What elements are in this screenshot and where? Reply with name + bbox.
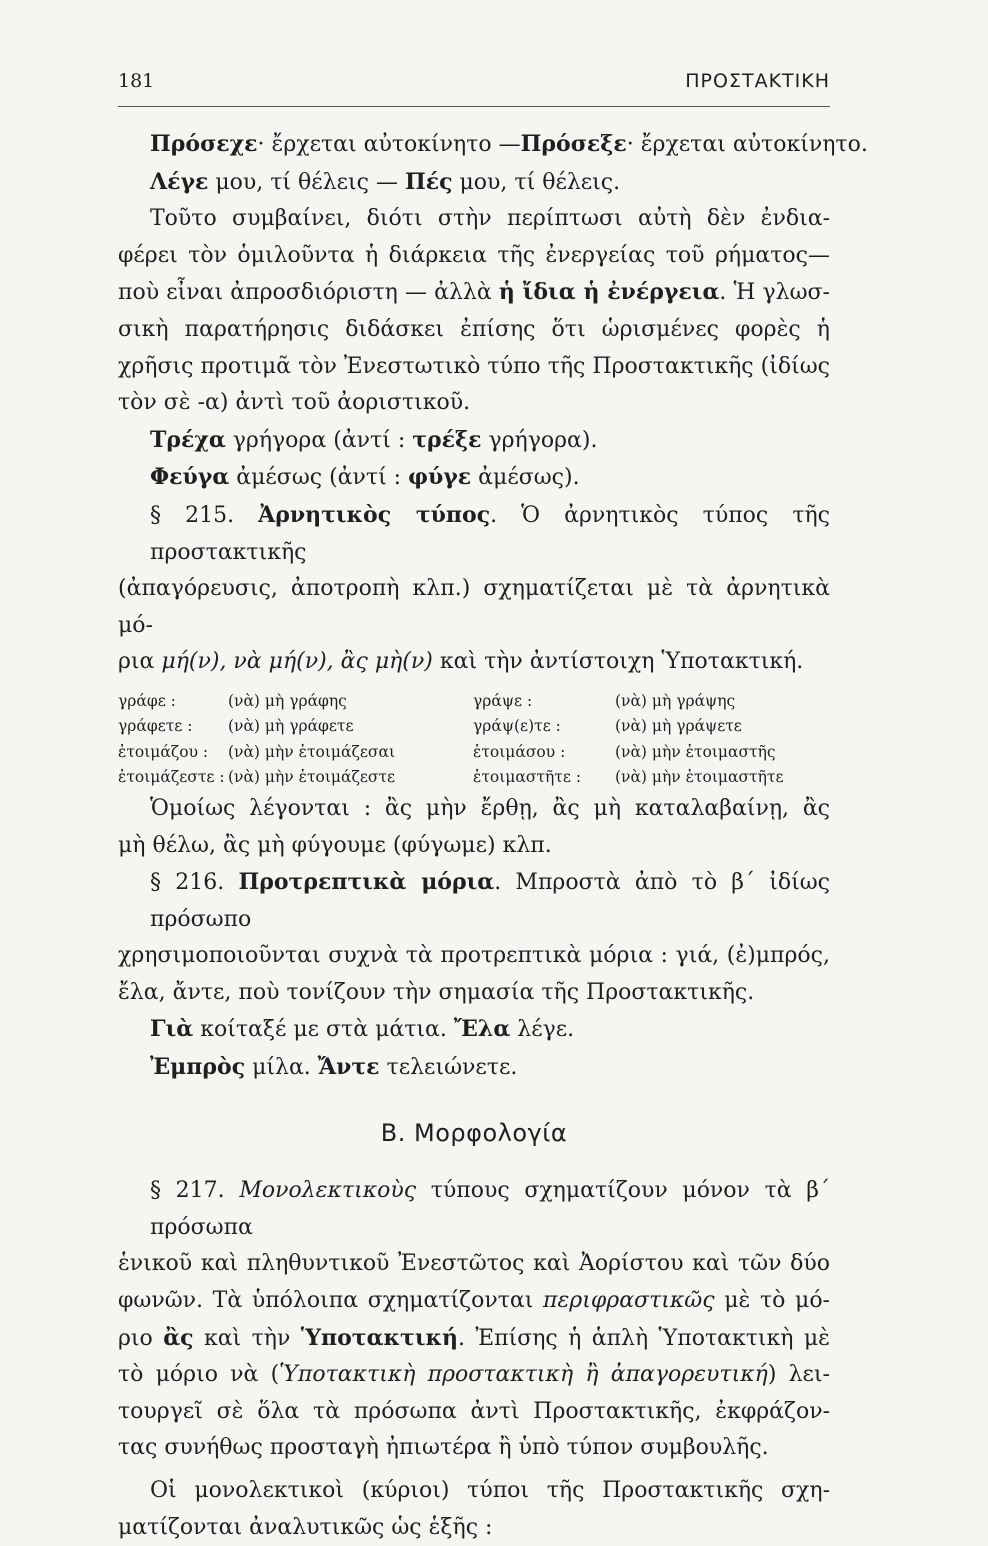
table-cell: ἑτοιμάζου : [118, 742, 209, 761]
example-text: μου, τί θέλεις — [208, 169, 398, 195]
section-heading: Β. Μορφολογία [380, 1118, 568, 1147]
section-number: § 215. [150, 502, 235, 528]
paragraph-line: ριο ἂς καὶ τὴν Ὑποτακτική. Ἐπίσης ἡ ἁπλὴ Ὑποτακτικὴ μὲ [118, 1324, 830, 1351]
paragraph-line: ρια μή(ν), νὰ μή(ν), ἂς μὴ(ν) καὶ τὴν ἀντίστοιχη Ὑποτακτική. [118, 649, 804, 675]
paragraph-line: (ἀπαγόρευσις, ἀποτροπὴ κλπ.) σχηματίζεται μὲ τὰ ἀρνητικὰ μό- [118, 576, 830, 638]
paragraph-line: ἔλα, ἄντε, ποὺ τονίζουν τὴν σημασία τῆς Προστακτικῆς. [118, 979, 755, 1005]
example-line: Τρέχα γρήγορα (ἀντί : τρέξε γρήγορα). [150, 426, 598, 453]
table-cell: ἑτοιμάσου : [473, 742, 566, 761]
paragraph-line: ποὺ εἶναι ἀπροσδιόριστη — ἀλλὰ ἡ ἴδια ἡ ἐνέργεια. Ἡ γλωσ- [118, 279, 830, 306]
example-text: μου, τί θέλεις. [452, 169, 621, 195]
paragraph-line: Οἱ μονολεκτικοὶ (κύριοι) τύποι τῆς Προστακτικῆς σχη- [150, 1478, 830, 1503]
running-title: ΠΡΟΣΤΑΚΤΙΚΗ [685, 70, 830, 92]
example-line: Γιὰ κοίταξέ με στὰ μάτια. Ἔλα λέγε. [150, 1016, 575, 1043]
page-header [118, 70, 830, 100]
example-bold: Λέγε [150, 168, 209, 195]
header-rule [118, 106, 830, 107]
example-line [118, 126, 868, 164]
table-row [118, 765, 830, 791]
paragraph-line: σικὴ παρατήρησις διδάσκει ἐπίσης ὅτι ὡρισμένες φορὲς ἡ [118, 316, 830, 342]
section-215-line: § 215. Ἀρνητικὸς τύπος. Ὁ ἀρνητικὸς τύπος τῆς προστακτικῆς [150, 501, 830, 565]
table-cell: (νὰ) μὴ γράφετε [228, 717, 354, 736]
section-216-line: § 216. Προτρεπτικὰ μόρια. Μπροστὰ ἀπὸ τὸ β΄ ἰδίως πρόσωπο [150, 869, 831, 932]
table-row [118, 740, 830, 766]
table-cell: γράψ(ε)τε : [473, 717, 561, 736]
table-cell: (νὰ) μὴ γράφης [228, 691, 347, 710]
paragraph-line: χρησιμοποιοῦνται συχνὰ τὰ προτρεπτικὰ μόρια : γιά, (ἐ)μπρός, [118, 943, 830, 969]
paragraph-line: φωνῶν. Τὰ ὑπόλοιπα σχηματίζονται περιφραστικῶς μὲ τὸ μό- [118, 1288, 830, 1314]
paragraph-line: Ὁμοίως λέγονται : ἂς μὴν ἔρθῃ, ἂς μὴ καταλαβαίνῃ, ἂς [150, 795, 830, 821]
section-title: Ἀρνητικὸς τύπος [258, 501, 491, 528]
table-cell: (νὰ) μὴν ἑτοιμάζεστε [228, 768, 396, 787]
paragraph-line: Τοῦτο συμβαίνει, διότι στὴν περίπτωσι αὐτὴ δὲν ἐνδια- [150, 206, 830, 232]
example-bold: Πρόσεξε [520, 131, 627, 157]
paragraph-line: τὸν σὲ -α) ἀντὶ τοῦ ἀοριστικοῦ. [118, 390, 471, 416]
page-number: 181 [118, 70, 155, 92]
example-line: Φεύγα ἀμέσως (ἀντί : φύγε ἀμέσως). [150, 464, 580, 491]
table-cell: (νὰ) μὴ γράψης [615, 691, 736, 710]
paragraph-line: ἑνικοῦ καὶ πληθυντικοῦ Ἐνεστῶτος καὶ Ἀορίστου καὶ τῶν δύο [118, 1251, 830, 1277]
table-cell: ἑτοιμάζεστε : [118, 768, 225, 787]
section-number: § 217. [150, 1178, 225, 1204]
section-title: Προτρεπτικὰ μόρια [238, 869, 495, 896]
page-body [118, 126, 868, 1546]
section-217-line: § 217. Μονολεκτικοὺς τύπους σχηματίζουν μόνον τὰ β΄ πρόσωπα [150, 1178, 831, 1240]
example-bold: Πές [404, 168, 453, 195]
example-line: Ἐμπρὸς μίλα. Ἄντε τελειώνετε. [150, 1054, 518, 1081]
paragraph-line: τὸ μόριο νὰ (Ὑποτακτικὴ προστακτικὴ ἢ ἀπαγορευτική) λει- [118, 1362, 830, 1388]
example-bold: Πρόσεχε [150, 131, 258, 157]
table-cell: (νὰ) μὴν ἑτοιμάζεσαι [228, 742, 396, 761]
paragraph-line: τας συνήθως προσταγὴ ἠπιωτέρα ἢ ὑπὸ τύπον συμβουλῆς. [118, 1435, 769, 1461]
conjugation-table [118, 689, 830, 791]
paragraph-line: τουργεῖ σὲ ὅλα τὰ πρόσωπα ἀντὶ Προστακτικῆς, ἐκφράζον- [118, 1398, 830, 1424]
example-line [118, 164, 830, 202]
paragraph-line: μὴ θέλω, ἂς μὴ φύγουμε (φύγωμε) κλπ. [118, 832, 552, 858]
section-number: § 216. [150, 870, 225, 896]
table-cell: γράψε : [473, 691, 533, 710]
paragraph-line: φέρει τὸν ὁμιλοῦντα ἡ διάρκεια τῆς ἐνεργείας τοῦ ρήματος— [118, 242, 830, 268]
paragraph-line: ματίζονται ἀναλυτικῶς ὡς ἑξῆς : [118, 1514, 493, 1540]
table-cell: (νὰ) μὴν ἑτοιμαστῆς [615, 742, 776, 761]
table-cell: ἑτοιμαστῆτε : [473, 768, 582, 787]
paragraph-line: χρῆσις προτιμᾶ τὸν Ἐνεστωτικὸ τύπο τῆς Προστακτικῆς (ἰδίως [118, 353, 830, 379]
table-cell: γράφε : [118, 691, 176, 710]
table-row [118, 714, 830, 740]
table-row [118, 689, 830, 715]
table-cell: γράφετε : [118, 717, 193, 736]
example-text: · ἔρχεται αὐτοκίνητο — [257, 132, 521, 157]
example-text: · ἔρχεται αὐτοκίνητο. [626, 132, 868, 157]
table-cell: (νὰ) μὴν ἑτοιμαστῆτε [615, 768, 784, 787]
table-cell: (νὰ) μὴ γράψετε [615, 717, 742, 736]
